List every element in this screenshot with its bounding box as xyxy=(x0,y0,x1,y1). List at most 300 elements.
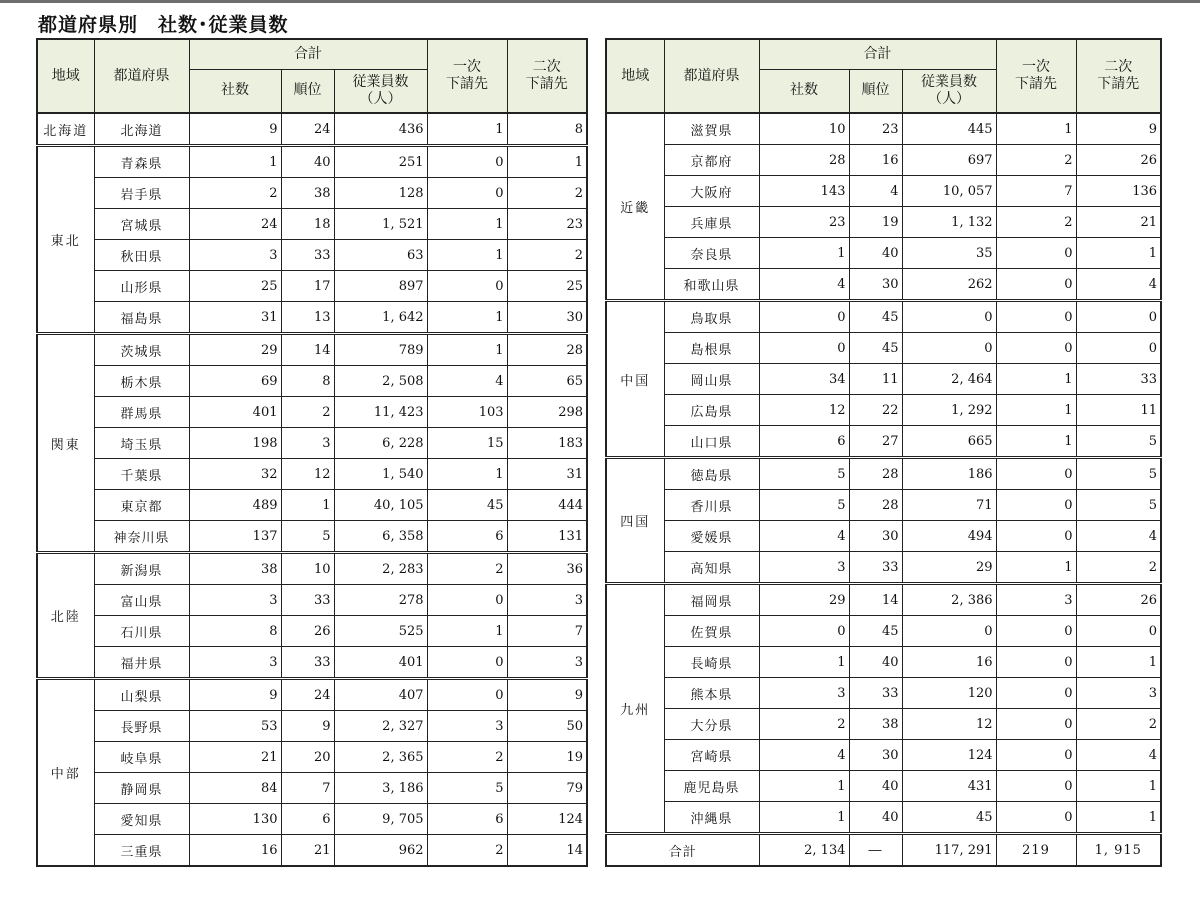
secondary-cell: 31 xyxy=(507,459,587,490)
prefecture-cell: 秋田県 xyxy=(94,240,189,271)
rank-cell: 28 xyxy=(849,458,902,490)
companies-cell: 4 xyxy=(759,521,849,552)
employees-cell: 431 xyxy=(902,771,996,802)
secondary-cell: 1 xyxy=(1076,238,1161,269)
rank-cell: 30 xyxy=(849,521,902,552)
employees-cell: 2, 283 xyxy=(334,553,427,585)
table-row xyxy=(37,647,587,679)
primary-cell: 45 xyxy=(427,490,507,521)
secondary-cell: 65 xyxy=(507,366,587,397)
companies-cell: 38 xyxy=(189,553,281,585)
table-row xyxy=(37,302,587,334)
prefecture-cell: 栃木県 xyxy=(94,366,189,397)
rank-cell: 30 xyxy=(849,269,902,301)
rank-cell: 1 xyxy=(281,490,334,521)
primary-cell: 3 xyxy=(427,711,507,742)
companies-cell: 16 xyxy=(189,835,281,867)
employees-cell: 71 xyxy=(902,490,996,521)
rank-cell: 13 xyxy=(281,302,334,334)
secondary-cell: 5 xyxy=(1076,490,1161,521)
employees-cell: 525 xyxy=(334,616,427,647)
secondary-cell: 1 xyxy=(1076,771,1161,802)
rank-cell: 45 xyxy=(849,301,902,333)
rank-cell: 19 xyxy=(849,207,902,238)
employees-cell: 278 xyxy=(334,585,427,616)
employees-cell: 262 xyxy=(902,269,996,301)
table-row xyxy=(606,802,1161,834)
companies-cell: 0 xyxy=(759,301,849,333)
prefecture-cell: 香川県 xyxy=(664,490,759,521)
prefecture-cell: 三重県 xyxy=(94,835,189,867)
employees-cell: 436 xyxy=(334,113,427,146)
prefecture-cell: 鳥取県 xyxy=(664,301,759,333)
prefecture-cell: 愛媛県 xyxy=(664,521,759,552)
secondary-cell: 28 xyxy=(507,334,587,366)
companies-cell: 21 xyxy=(189,742,281,773)
secondary-cell: 3 xyxy=(507,647,587,679)
table-row xyxy=(606,145,1161,176)
rank-cell: 17 xyxy=(281,271,334,302)
table-row xyxy=(37,773,587,804)
employees-cell: 2, 365 xyxy=(334,742,427,773)
table-row xyxy=(606,269,1161,301)
employees-cell: 1, 292 xyxy=(902,395,996,426)
prefecture-cell: 福岡県 xyxy=(664,584,759,616)
primary-cell: 2 xyxy=(427,835,507,867)
prefecture-cell: 富山県 xyxy=(94,585,189,616)
table-row xyxy=(37,146,587,178)
primary-cell: 0 xyxy=(996,709,1076,740)
table-row xyxy=(606,678,1161,709)
prefecture-cell: 熊本県 xyxy=(664,678,759,709)
table-row xyxy=(37,397,587,428)
secondary-cell: 1 xyxy=(1076,647,1161,678)
primary-cell: 6 xyxy=(427,521,507,553)
primary-cell: 1 xyxy=(427,334,507,366)
secondary-cell: 9 xyxy=(1076,113,1161,145)
table-row xyxy=(37,521,587,553)
companies-cell: 2 xyxy=(759,709,849,740)
secondary-cell: 2 xyxy=(507,240,587,271)
companies-cell: 1 xyxy=(759,647,849,678)
companies-cell: 29 xyxy=(759,584,849,616)
companies-cell: 1 xyxy=(759,238,849,269)
secondary-cell: 11 xyxy=(1076,395,1161,426)
companies-cell: 143 xyxy=(759,176,849,207)
employees-cell: 124 xyxy=(902,740,996,771)
header-primary: 一次 下請先 xyxy=(996,39,1076,113)
table-row xyxy=(606,333,1161,364)
employees-cell: 9, 705 xyxy=(334,804,427,835)
primary-cell: 0 xyxy=(427,679,507,711)
header-total-group: 合計 xyxy=(189,39,427,69)
region-cell: 関東 xyxy=(37,334,94,553)
rank-cell: 38 xyxy=(849,709,902,740)
primary-cell: 2 xyxy=(996,207,1076,238)
prefecture-cell: 京都府 xyxy=(664,145,759,176)
header-companies: 社数 xyxy=(759,69,849,113)
header-primary: 一次 下請先 xyxy=(427,39,507,113)
companies-cell: 1 xyxy=(189,146,281,178)
companies-cell: 84 xyxy=(189,773,281,804)
secondary-cell: 8 xyxy=(507,113,587,146)
rank-cell: 45 xyxy=(849,333,902,364)
employees-cell: 12 xyxy=(902,709,996,740)
rank-cell: 6 xyxy=(281,804,334,835)
employees-cell: 2, 464 xyxy=(902,364,996,395)
companies-cell: 23 xyxy=(759,207,849,238)
rank-cell: 8 xyxy=(281,366,334,397)
table-row xyxy=(606,709,1161,740)
employees-cell: 2, 508 xyxy=(334,366,427,397)
secondary-cell: 0 xyxy=(1076,333,1161,364)
primary-cell: 3 xyxy=(996,584,1076,616)
prefecture-cell: 山梨県 xyxy=(94,679,189,711)
rank-cell: 18 xyxy=(281,209,334,240)
employees-cell: 186 xyxy=(902,458,996,490)
companies-cell: 0 xyxy=(759,333,849,364)
employees-cell: 697 xyxy=(902,145,996,176)
rank-cell: 40 xyxy=(849,802,902,834)
rank-cell: 14 xyxy=(849,584,902,616)
primary-cell: 0 xyxy=(996,490,1076,521)
primary-cell: 2 xyxy=(996,145,1076,176)
prefecture-cell: 大阪府 xyxy=(664,176,759,207)
rank-cell: 9 xyxy=(281,711,334,742)
primary-cell: 0 xyxy=(427,146,507,178)
secondary-cell: 36 xyxy=(507,553,587,585)
companies-cell: 10 xyxy=(759,113,849,145)
primary-cell: 1 xyxy=(427,616,507,647)
companies-cell: 4 xyxy=(759,740,849,771)
region-cell: 中国 xyxy=(606,301,664,458)
total-rank-cell: ― xyxy=(849,834,902,867)
secondary-cell: 50 xyxy=(507,711,587,742)
top-rule xyxy=(0,0,1200,3)
primary-cell: 1 xyxy=(427,113,507,146)
rank-cell: 33 xyxy=(281,240,334,271)
rank-cell: 40 xyxy=(849,647,902,678)
header-rank: 順位 xyxy=(849,69,902,113)
table-row xyxy=(37,835,587,867)
header-rank: 順位 xyxy=(281,69,334,113)
rank-cell: 4 xyxy=(849,176,902,207)
companies-cell: 1 xyxy=(759,802,849,834)
primary-cell: 0 xyxy=(996,771,1076,802)
header-secondary: 二次 下請先 xyxy=(507,39,587,113)
rank-cell: 23 xyxy=(849,113,902,145)
table-row xyxy=(37,679,587,711)
secondary-cell: 4 xyxy=(1076,269,1161,301)
employees-cell: 11, 423 xyxy=(334,397,427,428)
primary-cell: 0 xyxy=(996,458,1076,490)
rank-cell: 38 xyxy=(281,178,334,209)
secondary-cell: 26 xyxy=(1076,584,1161,616)
region-cell: 九州 xyxy=(606,584,664,834)
secondary-cell: 0 xyxy=(1076,301,1161,333)
primary-cell: 4 xyxy=(427,366,507,397)
prefecture-cell: 長崎県 xyxy=(664,647,759,678)
prefecture-cell: 滋賀県 xyxy=(664,113,759,145)
rank-cell: 14 xyxy=(281,334,334,366)
rank-cell: 40 xyxy=(281,146,334,178)
employees-cell: 2, 386 xyxy=(902,584,996,616)
primary-cell: 0 xyxy=(996,647,1076,678)
table-row xyxy=(37,366,587,397)
prefecture-cell: 愛知県 xyxy=(94,804,189,835)
table-row xyxy=(37,553,587,585)
table-row xyxy=(606,207,1161,238)
rank-cell: 33 xyxy=(849,552,902,584)
companies-cell: 3 xyxy=(189,585,281,616)
rank-cell: 5 xyxy=(281,521,334,553)
secondary-cell: 0 xyxy=(1076,616,1161,647)
employees-cell: 0 xyxy=(902,301,996,333)
companies-cell: 24 xyxy=(189,209,281,240)
employees-cell: 63 xyxy=(334,240,427,271)
prefecture-cell: 新潟県 xyxy=(94,553,189,585)
rank-cell: 33 xyxy=(281,585,334,616)
employees-cell: 35 xyxy=(902,238,996,269)
rank-cell: 24 xyxy=(281,113,334,146)
header-region: 地域 xyxy=(37,39,94,113)
header-employees: 従業員数 （人） xyxy=(902,69,996,113)
employees-cell: 445 xyxy=(902,113,996,145)
companies-cell: 32 xyxy=(189,459,281,490)
table-row xyxy=(37,113,587,146)
employees-cell: 6, 228 xyxy=(334,428,427,459)
rank-cell: 7 xyxy=(281,773,334,804)
prefecture-cell: 和歌山県 xyxy=(664,269,759,301)
rank-cell: 2 xyxy=(281,397,334,428)
primary-cell: 1 xyxy=(427,459,507,490)
prefecture-cell: 青森県 xyxy=(94,146,189,178)
header-prefecture: 都道府県 xyxy=(94,39,189,113)
secondary-cell: 9 xyxy=(507,679,587,711)
prefecture-cell: 佐賀県 xyxy=(664,616,759,647)
primary-cell: 2 xyxy=(427,553,507,585)
rank-cell: 12 xyxy=(281,459,334,490)
secondary-cell: 2 xyxy=(507,178,587,209)
table-row xyxy=(37,428,587,459)
companies-cell: 69 xyxy=(189,366,281,397)
prefecture-cell: 埼玉県 xyxy=(94,428,189,459)
page-title: 都道府県別 社数･従業員数 xyxy=(38,14,289,36)
table-row xyxy=(606,521,1161,552)
employees-cell: 251 xyxy=(334,146,427,178)
table-row xyxy=(37,178,587,209)
region-cell: 北陸 xyxy=(37,553,94,679)
primary-cell: 0 xyxy=(996,301,1076,333)
employees-cell: 962 xyxy=(334,835,427,867)
employees-cell: 1, 540 xyxy=(334,459,427,490)
prefecture-cell: 神奈川県 xyxy=(94,521,189,553)
companies-cell: 31 xyxy=(189,302,281,334)
table-row xyxy=(37,616,587,647)
prefecture-cell: 岩手県 xyxy=(94,178,189,209)
companies-cell: 34 xyxy=(759,364,849,395)
companies-cell: 29 xyxy=(189,334,281,366)
rank-cell: 3 xyxy=(281,428,334,459)
companies-cell: 198 xyxy=(189,428,281,459)
total-label: 合計 xyxy=(606,834,759,867)
header-total-group: 合計 xyxy=(759,39,996,69)
secondary-cell: 4 xyxy=(1076,740,1161,771)
companies-cell: 28 xyxy=(759,145,849,176)
secondary-cell: 183 xyxy=(507,428,587,459)
prefecture-cell: 奈良県 xyxy=(664,238,759,269)
prefecture-cell: 広島県 xyxy=(664,395,759,426)
primary-cell: 0 xyxy=(427,585,507,616)
primary-cell: 0 xyxy=(427,178,507,209)
companies-cell: 3 xyxy=(189,240,281,271)
secondary-cell: 1 xyxy=(1076,802,1161,834)
table-row xyxy=(606,584,1161,616)
primary-cell: 2 xyxy=(427,742,507,773)
rank-cell: 26 xyxy=(281,616,334,647)
secondary-cell: 79 xyxy=(507,773,587,804)
secondary-cell: 1 xyxy=(507,146,587,178)
primary-cell: 0 xyxy=(996,616,1076,647)
total-employees-cell: 117, 291 xyxy=(902,834,996,867)
rank-cell: 33 xyxy=(281,647,334,679)
prefecture-cell: 福島県 xyxy=(94,302,189,334)
prefecture-cell: 兵庫県 xyxy=(664,207,759,238)
employees-cell: 40, 105 xyxy=(334,490,427,521)
header-employees: 従業員数 （人） xyxy=(334,69,427,113)
table-row xyxy=(606,426,1161,458)
table-row xyxy=(606,395,1161,426)
employees-cell: 0 xyxy=(902,333,996,364)
rank-cell: 40 xyxy=(849,238,902,269)
companies-cell: 5 xyxy=(759,458,849,490)
primary-cell: 0 xyxy=(996,238,1076,269)
primary-cell: 0 xyxy=(996,333,1076,364)
table-row xyxy=(606,458,1161,490)
companies-cell: 130 xyxy=(189,804,281,835)
prefecture-cell: 大分県 xyxy=(664,709,759,740)
table-row xyxy=(606,176,1161,207)
prefecture-cell: 千葉県 xyxy=(94,459,189,490)
companies-cell: 5 xyxy=(759,490,849,521)
primary-cell: 6 xyxy=(427,804,507,835)
employees-cell: 45 xyxy=(902,802,996,834)
region-cell: 近畿 xyxy=(606,113,664,301)
primary-cell: 15 xyxy=(427,428,507,459)
prefecture-cell: 岐阜県 xyxy=(94,742,189,773)
employees-cell: 494 xyxy=(902,521,996,552)
secondary-cell: 33 xyxy=(1076,364,1161,395)
secondary-cell: 136 xyxy=(1076,176,1161,207)
table-left xyxy=(36,38,588,867)
total-row xyxy=(606,834,1161,867)
region-cell: 中部 xyxy=(37,679,94,867)
prefecture-cell: 長野県 xyxy=(94,711,189,742)
table-row xyxy=(606,490,1161,521)
employees-cell: 1, 642 xyxy=(334,302,427,334)
prefecture-cell: 岡山県 xyxy=(664,364,759,395)
table-row xyxy=(606,301,1161,333)
secondary-cell: 298 xyxy=(507,397,587,428)
employees-cell: 2, 327 xyxy=(334,711,427,742)
table-row xyxy=(37,334,587,366)
primary-cell: 0 xyxy=(996,521,1076,552)
secondary-cell: 25 xyxy=(507,271,587,302)
secondary-cell: 14 xyxy=(507,835,587,867)
header-prefecture: 都道府県 xyxy=(664,39,759,113)
table-row xyxy=(37,585,587,616)
region-cell: 東北 xyxy=(37,146,94,334)
companies-cell: 1 xyxy=(759,771,849,802)
employees-cell: 3, 186 xyxy=(334,773,427,804)
prefecture-cell: 茨城県 xyxy=(94,334,189,366)
table-row xyxy=(606,647,1161,678)
secondary-cell: 30 xyxy=(507,302,587,334)
companies-cell: 8 xyxy=(189,616,281,647)
secondary-cell: 23 xyxy=(507,209,587,240)
primary-cell: 0 xyxy=(427,647,507,679)
header-companies: 社数 xyxy=(189,69,281,113)
secondary-cell: 131 xyxy=(507,521,587,553)
table-row xyxy=(37,742,587,773)
primary-cell: 0 xyxy=(427,271,507,302)
secondary-cell: 3 xyxy=(1076,678,1161,709)
table-row xyxy=(606,771,1161,802)
rank-cell: 21 xyxy=(281,835,334,867)
employees-cell: 0 xyxy=(902,616,996,647)
table-right xyxy=(605,38,1162,867)
prefecture-cell: 鹿児島県 xyxy=(664,771,759,802)
prefecture-cell: 石川県 xyxy=(94,616,189,647)
table-row xyxy=(606,740,1161,771)
companies-cell: 3 xyxy=(759,678,849,709)
prefecture-cell: 山形県 xyxy=(94,271,189,302)
companies-cell: 6 xyxy=(759,426,849,458)
primary-cell: 1 xyxy=(996,426,1076,458)
prefecture-cell: 福井県 xyxy=(94,647,189,679)
primary-cell: 1 xyxy=(427,209,507,240)
secondary-cell: 19 xyxy=(507,742,587,773)
secondary-cell: 26 xyxy=(1076,145,1161,176)
table-row xyxy=(606,552,1161,584)
primary-cell: 0 xyxy=(996,740,1076,771)
companies-cell: 12 xyxy=(759,395,849,426)
secondary-cell: 2 xyxy=(1076,552,1161,584)
secondary-cell: 21 xyxy=(1076,207,1161,238)
secondary-cell: 3 xyxy=(507,585,587,616)
secondary-cell: 444 xyxy=(507,490,587,521)
rank-cell: 20 xyxy=(281,742,334,773)
employees-cell: 897 xyxy=(334,271,427,302)
employees-cell: 120 xyxy=(902,678,996,709)
prefecture-cell: 東京都 xyxy=(94,490,189,521)
total-primary-cell: 219 xyxy=(996,834,1076,867)
rank-cell: 10 xyxy=(281,553,334,585)
secondary-cell: 5 xyxy=(1076,426,1161,458)
companies-cell: 489 xyxy=(189,490,281,521)
primary-cell: 1 xyxy=(996,395,1076,426)
prefecture-cell: 高知県 xyxy=(664,552,759,584)
table-row xyxy=(37,490,587,521)
employees-cell: 401 xyxy=(334,647,427,679)
employees-cell: 6, 358 xyxy=(334,521,427,553)
prefecture-cell: 静岡県 xyxy=(94,773,189,804)
header-region: 地域 xyxy=(606,39,664,113)
table-row xyxy=(37,711,587,742)
employees-cell: 407 xyxy=(334,679,427,711)
employees-cell: 16 xyxy=(902,647,996,678)
primary-cell: 7 xyxy=(996,176,1076,207)
